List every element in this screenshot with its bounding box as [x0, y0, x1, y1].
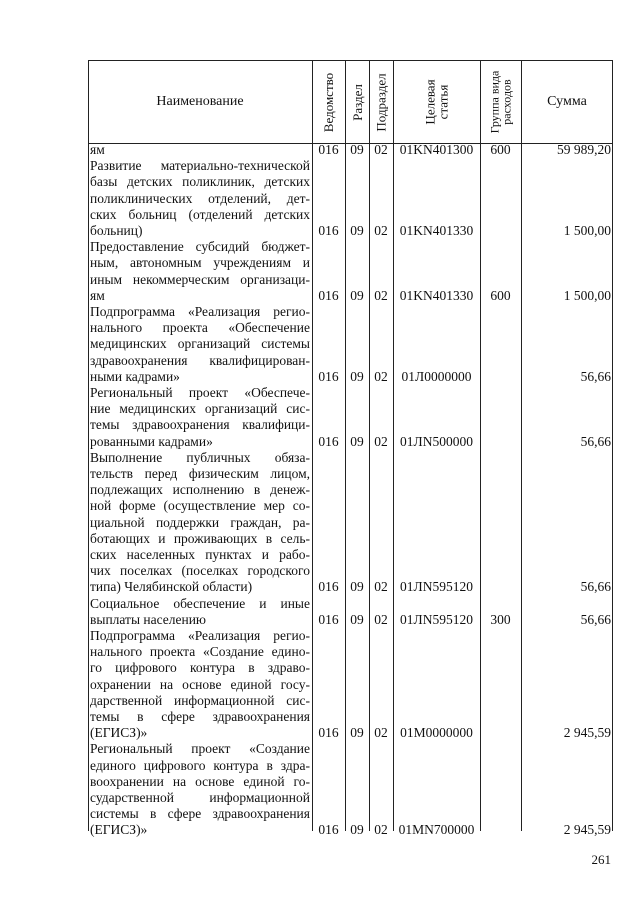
cell-amount: 2 945,59: [563, 725, 611, 741]
row-name-line: больниц): [90, 223, 143, 238]
cell-target: 01ЛN500000: [400, 433, 473, 449]
cell-dept: 016: [318, 611, 339, 627]
header-amount: Сумма: [547, 94, 587, 109]
row-name-line: дарственной информационной сис-: [90, 692, 310, 708]
cell-target: 01M0000000: [400, 725, 473, 741]
table-row: [88, 741, 613, 838]
cell-target: 01Л0000000: [401, 368, 472, 384]
row-name: [90, 450, 310, 596]
cell-sec: 09: [350, 822, 364, 838]
row-name: [90, 596, 310, 628]
row-name-line: медицинских организаций системы: [90, 336, 310, 352]
cell-sub: 02: [374, 822, 388, 838]
cell-sub: 02: [374, 579, 388, 595]
row-name-line: типа) Челябинской области): [90, 579, 253, 595]
row-name-line: базы детских поликлиник, детских: [90, 174, 310, 190]
row-name-line: сударственной информационной: [90, 790, 310, 805]
table-row: [88, 158, 613, 239]
row-name: [90, 385, 310, 450]
cell-sub: 02: [374, 611, 388, 627]
row-name-line: ными кадрами»: [90, 368, 180, 384]
table-row: [88, 239, 613, 304]
cell-dept: 016: [318, 222, 339, 238]
cell-dept: 016: [318, 368, 339, 384]
row-name-line: ям: [90, 142, 105, 157]
cell-sec: 09: [350, 433, 364, 449]
cell-sub: 02: [374, 368, 388, 384]
cell-sub: 02: [374, 433, 388, 449]
cell-sec: 09: [350, 579, 364, 595]
row-name-line: выплаты населению: [90, 611, 207, 627]
cell-group: 600: [490, 287, 511, 303]
row-name-line: тельств перед физическим лицом,: [90, 466, 310, 481]
row-name-line: (ЕГИСЗ)»: [90, 822, 148, 838]
row-name-line: нального проекта «Создание едино-: [90, 644, 310, 660]
row-name-line: (ЕГИСЗ)»: [90, 725, 148, 741]
row-name-line: Подпрограмма «Реализация регио-: [90, 304, 310, 319]
table-row: [88, 142, 613, 158]
table-row: [88, 628, 613, 741]
row-name: [90, 142, 310, 158]
row-name-line: Региональный проект «Обеспече-: [90, 385, 310, 400]
cell-amount: 56,66: [580, 368, 611, 384]
cell-dept: 016: [318, 822, 339, 838]
row-name: [90, 628, 310, 741]
row-name-line: охранении на основе единой госу-: [90, 676, 310, 692]
row-name-line: ным, автономным учреждениям и: [90, 255, 310, 271]
row-name-line: системы в сфере здравоохранения: [90, 806, 310, 822]
table-row: [88, 385, 613, 450]
row-name-line: подлежащих исполнению в денеж-: [90, 482, 310, 498]
cell-sec: 09: [350, 141, 364, 157]
cell-amount: 56,66: [580, 611, 611, 627]
cell-sec: 09: [350, 287, 364, 303]
row-name-line: Выполнение публичных обяза-: [90, 449, 310, 465]
row-name-line: чих поселках (поселках городского: [90, 563, 310, 579]
table-row: [88, 450, 613, 596]
cell-amount: 1 500,00: [563, 222, 611, 238]
header-subsection: Подраздел: [373, 72, 389, 132]
row-name-line: ной форме (осуществление мер со-: [90, 498, 310, 514]
row-name-line: ям: [90, 287, 105, 303]
row-name-line: темы здравоохранения квалифици-: [90, 417, 310, 433]
row-name-line: рованными кадрами»: [90, 433, 213, 449]
row-name: [90, 158, 310, 239]
cell-target: 01KN401330: [399, 222, 474, 238]
header-expense-group: Группа вида расходов: [487, 70, 514, 134]
row-name: [90, 304, 310, 385]
cell-sub: 02: [374, 287, 388, 303]
header-target-article: Целевая статья: [422, 79, 451, 125]
row-name-line: Социальное обеспечение и иные: [90, 595, 310, 611]
row-name-line: ских больниц (отделений детских: [90, 206, 310, 222]
cell-dept: 016: [318, 287, 339, 303]
cell-sec: 09: [350, 611, 364, 627]
cell-sec: 09: [350, 368, 364, 384]
cell-dept: 016: [318, 433, 339, 449]
row-name-line: Подпрограмма «Реализация регио-: [90, 628, 310, 643]
row-name-line: темы в сфере здравоохранения: [90, 709, 310, 725]
budget-table: [88, 60, 613, 838]
cell-target: 01KN401330: [399, 287, 474, 303]
table-row: [88, 304, 613, 385]
cell-amount: 56,66: [580, 433, 611, 449]
row-name-line: ских населенных пунктах и рабо-: [90, 547, 310, 563]
header-section: Раздел: [349, 83, 365, 121]
cell-sub: 02: [374, 725, 388, 741]
cell-sub: 02: [374, 222, 388, 238]
row-name: [90, 741, 310, 838]
cell-sub: 02: [374, 141, 388, 157]
cell-target: 01MN700000: [398, 822, 475, 838]
row-name-line: поликлинических отделений, дет-: [90, 190, 310, 206]
row-name-line: Региональный проект «Создание: [90, 741, 310, 757]
row-name-line: циальной поддержки граждан, ра-: [90, 514, 310, 530]
cell-dept: 016: [318, 579, 339, 595]
row-name-line: иным некоммерческим организаци-: [90, 271, 310, 287]
table-row: [88, 596, 613, 628]
row-name-line: го цифрового контура в здраво-: [90, 660, 310, 676]
cell-dept: 016: [318, 141, 339, 157]
header-name: Наименование: [156, 94, 244, 109]
row-name-line: ние медицинских организаций сис-: [90, 401, 310, 417]
row-name-line: здравоохранения квалифицирован-: [90, 352, 310, 368]
cell-amount: 2 945,59: [563, 822, 611, 838]
cell-target: 01ЛN595120: [400, 611, 473, 627]
row-name-line: Развитие материально-технической: [90, 158, 310, 174]
page-number: 261: [591, 852, 611, 867]
cell-sec: 09: [350, 222, 364, 238]
cell-group: 600: [490, 141, 511, 157]
header-department: Ведомство: [321, 72, 336, 132]
cell-sec: 09: [350, 725, 364, 741]
cell-amount: 1 500,00: [563, 287, 611, 303]
cell-target: 01KN401300: [399, 141, 474, 157]
row-name: [90, 239, 310, 304]
cell-amount: 59 989,20: [557, 141, 611, 157]
row-name-line: ботающих и проживающих в сель-: [90, 530, 310, 546]
row-name-line: единого цифрового контура в здра-: [90, 757, 310, 773]
cell-group: 300: [490, 611, 511, 627]
cell-target: 01ЛN595120: [400, 579, 473, 595]
row-name-line: Предоставление субсидий бюджет-: [90, 239, 310, 255]
row-name-line: воохранении на основе единой го-: [90, 773, 310, 789]
table-header: [88, 60, 613, 144]
cell-dept: 016: [318, 725, 339, 741]
cell-amount: 56,66: [580, 579, 611, 595]
row-name-line: нального проекта «Обеспечение: [90, 320, 310, 336]
